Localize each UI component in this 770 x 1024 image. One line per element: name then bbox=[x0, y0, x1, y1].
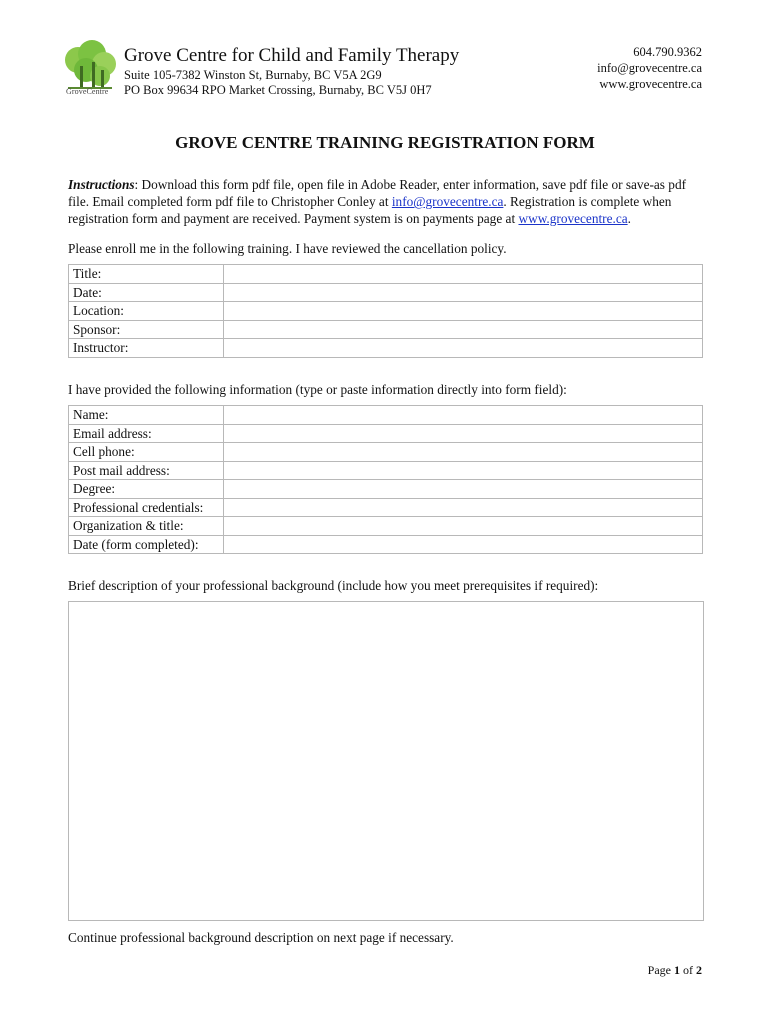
phone-number: 604.790.9362 bbox=[633, 45, 702, 59]
date-completed-input[interactable] bbox=[224, 535, 703, 554]
field-label-credentials: Professional credentials: bbox=[69, 498, 224, 517]
instructions-paragraph bbox=[68, 176, 708, 227]
instructions-text-2: . Registration is complete when registration form and payment are received. Payment system is on payments page at bbox=[68, 194, 672, 226]
field-label-degree: Degree: bbox=[69, 480, 224, 499]
page-of: of bbox=[683, 963, 693, 977]
sponsor-input[interactable] bbox=[224, 320, 703, 339]
table-row bbox=[69, 535, 703, 554]
page-current: 1 bbox=[674, 963, 680, 977]
cell-phone-input[interactable] bbox=[224, 443, 703, 462]
table-row bbox=[69, 424, 703, 443]
field-label-location: Location: bbox=[69, 302, 224, 321]
table-row bbox=[69, 443, 703, 462]
table-row bbox=[69, 320, 703, 339]
table-row bbox=[69, 498, 703, 517]
instructions-text-1: : Download this form pdf file, open file in Adobe Reader, enter information, save pdf file or save-as pdf file. Email completed form pdf file to Christopher Conley at bbox=[68, 177, 687, 209]
contact-email[interactable]: info@grovecentre.ca bbox=[597, 61, 702, 75]
organization-name: Grove Centre for Child and Family Therapy bbox=[124, 45, 460, 66]
field-label-post-mail: Post mail address: bbox=[69, 461, 224, 480]
page-number bbox=[648, 963, 702, 978]
page-word: Page bbox=[647, 963, 671, 977]
enroll-statement: Please enroll me in the following training. I have reviewed the cancellation policy. bbox=[68, 241, 507, 256]
instructor-input[interactable] bbox=[224, 339, 703, 358]
contact-block bbox=[597, 44, 702, 92]
field-label-date-completed: Date (form completed): bbox=[69, 535, 224, 554]
training-info-table bbox=[68, 264, 703, 358]
po-box-address: PO Box 99634 RPO Market Crossing, Burnaby, BC V5J 0H7 bbox=[124, 83, 432, 97]
table-row bbox=[69, 339, 703, 358]
field-label-date: Date: bbox=[69, 283, 224, 302]
background-textarea[interactable] bbox=[68, 601, 704, 921]
field-label-sponsor: Sponsor: bbox=[69, 320, 224, 339]
post-mail-input[interactable] bbox=[224, 461, 703, 480]
personal-info-table bbox=[68, 405, 703, 554]
field-label-email: Email address: bbox=[69, 424, 224, 443]
table-row bbox=[69, 406, 703, 425]
form-title: GROVE CENTRE TRAINING REGISTRATION FORM bbox=[175, 133, 595, 152]
field-label-title: Title: bbox=[69, 265, 224, 284]
organization-input[interactable] bbox=[224, 517, 703, 536]
table-row bbox=[69, 517, 703, 536]
table-row bbox=[69, 461, 703, 480]
degree-input[interactable] bbox=[224, 480, 703, 499]
credentials-input[interactable] bbox=[224, 498, 703, 517]
email-input[interactable] bbox=[224, 424, 703, 443]
instructions-website-link[interactable]: www.grovecentre.ca bbox=[518, 211, 628, 226]
field-label-organization: Organization & title: bbox=[69, 517, 224, 536]
website-link[interactable]: www.grovecentre.ca bbox=[599, 77, 702, 91]
field-label-name: Name: bbox=[69, 406, 224, 425]
field-label-instructor: Instructor: bbox=[69, 339, 224, 358]
continue-note: Continue professional background description on next page if necessary. bbox=[68, 930, 454, 945]
table-row bbox=[69, 265, 703, 284]
name-input[interactable] bbox=[224, 406, 703, 425]
instructions-email-link[interactable]: info@grovecentre.ca bbox=[391, 194, 504, 209]
logo-wordmark: GroveCentre bbox=[66, 87, 109, 96]
title-input[interactable] bbox=[224, 265, 703, 284]
instructions-text-3: . bbox=[627, 211, 631, 226]
street-address: Suite 105-7382 Winston St, Burnaby, BC V5A 2G9 bbox=[124, 68, 382, 82]
table-row bbox=[69, 480, 703, 499]
location-input[interactable] bbox=[224, 302, 703, 321]
date-input[interactable] bbox=[224, 283, 703, 302]
field-label-cell-phone: Cell phone: bbox=[69, 443, 224, 462]
table-row bbox=[69, 283, 703, 302]
background-prompt: Brief description of your professional background (include how you meet prerequisites if required): bbox=[68, 578, 599, 593]
page-total: 2 bbox=[696, 963, 702, 977]
table-row bbox=[69, 302, 703, 321]
instructions-label: Instructions bbox=[68, 177, 135, 192]
provided-info-statement: I have provided the following information (type or paste information directly into form field): bbox=[68, 382, 567, 397]
